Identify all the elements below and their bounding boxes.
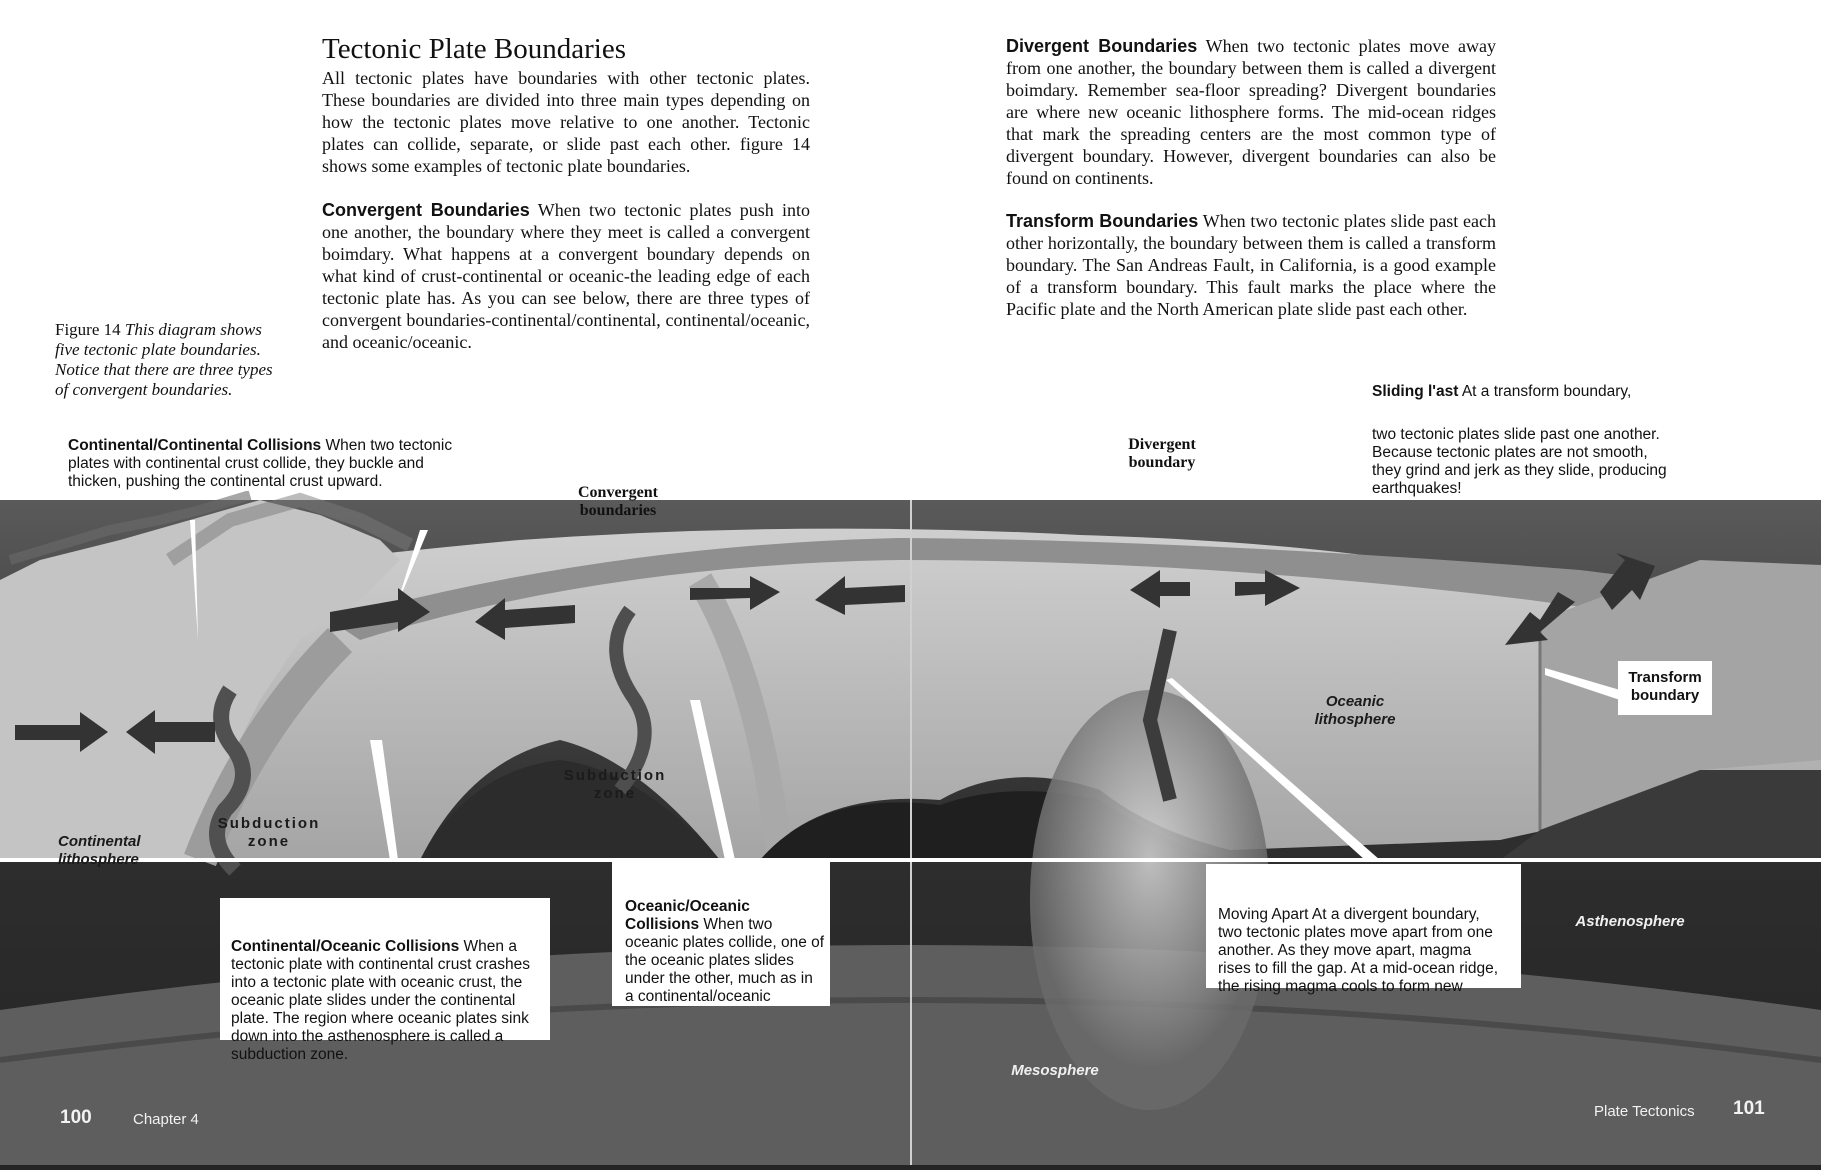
figure-caption-label: Figure 14: [55, 320, 121, 339]
oo-text: When two oceanic plates collide, one of the oceanic plates slides under the other, much as in a continental/oceanic: [625, 916, 825, 1005]
label-divergent-boundary: Divergent boundary: [1128, 436, 1196, 471]
co-text: When a tectonic plate with continental crust crashes into a tectonic plate with oceanic crust, the oceanic plate slides under the continental plate. The region where oceanic plates sink down into the asthenosphere is called a subduction zone.: [231, 938, 530, 1063]
convergent-paragraph: [322, 199, 810, 353]
chapter-label: Chapter 4: [133, 1111, 199, 1128]
callout-continental-oceanic: [231, 938, 541, 1063]
label-subduction-zone-mid: Subduction zone: [563, 767, 667, 802]
figure-caption: [55, 320, 285, 400]
label-convergent-boundaries: Convergent boundaries: [578, 484, 658, 519]
transform-text: When two tectonic plates slide past each other horizontally, the boundary between them is called a transform boundary. The San Andreas Fault, in California, is a good example of a transform boundary. This fault marks the place where the Pacific plate and the North American plate slide past each other.: [1006, 211, 1496, 319]
sliding-text: two tectonic plates slide past one another. Because tectonic plates are not smooth, they grind and jerk as they slide, producing earthquakes!: [1372, 426, 1667, 497]
convergent-heading: Convergent Boundaries: [322, 200, 530, 220]
label-continental-lithosphere: Continental lithosphere: [58, 833, 141, 868]
moving-text: At a divergent boundary, two tectonic plates move apart from one another. As they move apart, magma rises to fill the gap. At a mid-ocean ridge, the rising magma cools to form new: [1218, 906, 1499, 995]
section-label: Plate Tectonics: [1594, 1103, 1695, 1120]
oo-heading: Oceanic/Oceanic Collisions: [625, 898, 750, 933]
convergent-text: When two tectonic plates push into one another, the boundary where they meet is called a convergent boimdary. What happens at a convergent boundary depends on what kind of crust-continental or oceanic-the leading edge of each tectonic plate has. As you can see below, there are three types of convergent boundaries-continental/continental, continental/oceanic, and oceanic/oceanic.: [322, 200, 810, 352]
co-heading: Continental/Oceanic Collisions: [231, 938, 460, 955]
label-oceanic-lithosphere: Oceanic lithosphere: [1314, 693, 1396, 728]
transform-paragraph: [1006, 210, 1496, 320]
callout-oceanic-oceanic: [625, 898, 825, 1004]
moving-heading: Moving Apart: [1218, 906, 1309, 923]
sliding-heading: Sliding l'ast: [1372, 383, 1459, 400]
page-number-left: 100: [60, 1107, 92, 1128]
divergent-text: When two tectonic plates move away from one another, the boundary between them is called a divergent boimdary. Remember sea-floor spreading? Divergent boundaries are where new oceanic lithosphere forms. The mid-ocean ridges that mark the spreading centers are the most common type of divergent boundary. However, divergent boundaries can also be found on continents.: [1006, 36, 1496, 188]
label-subduction-zone-left: Subduction zone: [217, 815, 321, 850]
divergent-heading: Divergent Boundaries: [1006, 36, 1198, 56]
label-transform-boundary: Transform boundary: [1618, 661, 1712, 715]
callout-sliding-past: [1372, 383, 1672, 401]
page-title: Tectonic Plate Boundaries: [322, 33, 626, 65]
callout-continental-continental: [68, 437, 468, 491]
label-asthenosphere: Asthenosphere: [1575, 913, 1685, 930]
figure-caption-text: This diagram shows five tectonic plate boundaries. Notice that there are three types of convergent boundaries.: [55, 320, 273, 399]
intro-paragraph: All tectonic plates have boundaries with other tectonic plates. These boundaries are divided into three main types depending on how the tectonic plates move relative to one another. Tectonic plates can collide, separate, or slide past each other. figure 14 shows some examples of tectonic plate boundaries.: [322, 68, 810, 176]
page-number-right: 101: [1733, 1098, 1765, 1119]
sliding-lead: At a transform boundary,: [1461, 383, 1632, 400]
cc-heading: Continental/Continental Collisions: [68, 437, 322, 454]
label-mesosphere: Mesosphere: [1011, 1062, 1099, 1079]
cc-text: When two tectonic plates with continental crust collide, they buckle and thicken, pushing the continental crust upward.: [68, 437, 453, 490]
callout-moving-apart: [1218, 906, 1508, 995]
transform-heading: Transform Boundaries: [1006, 211, 1199, 231]
callout-sliding-past-body: [1372, 426, 1672, 498]
divergent-paragraph: [1006, 35, 1496, 189]
